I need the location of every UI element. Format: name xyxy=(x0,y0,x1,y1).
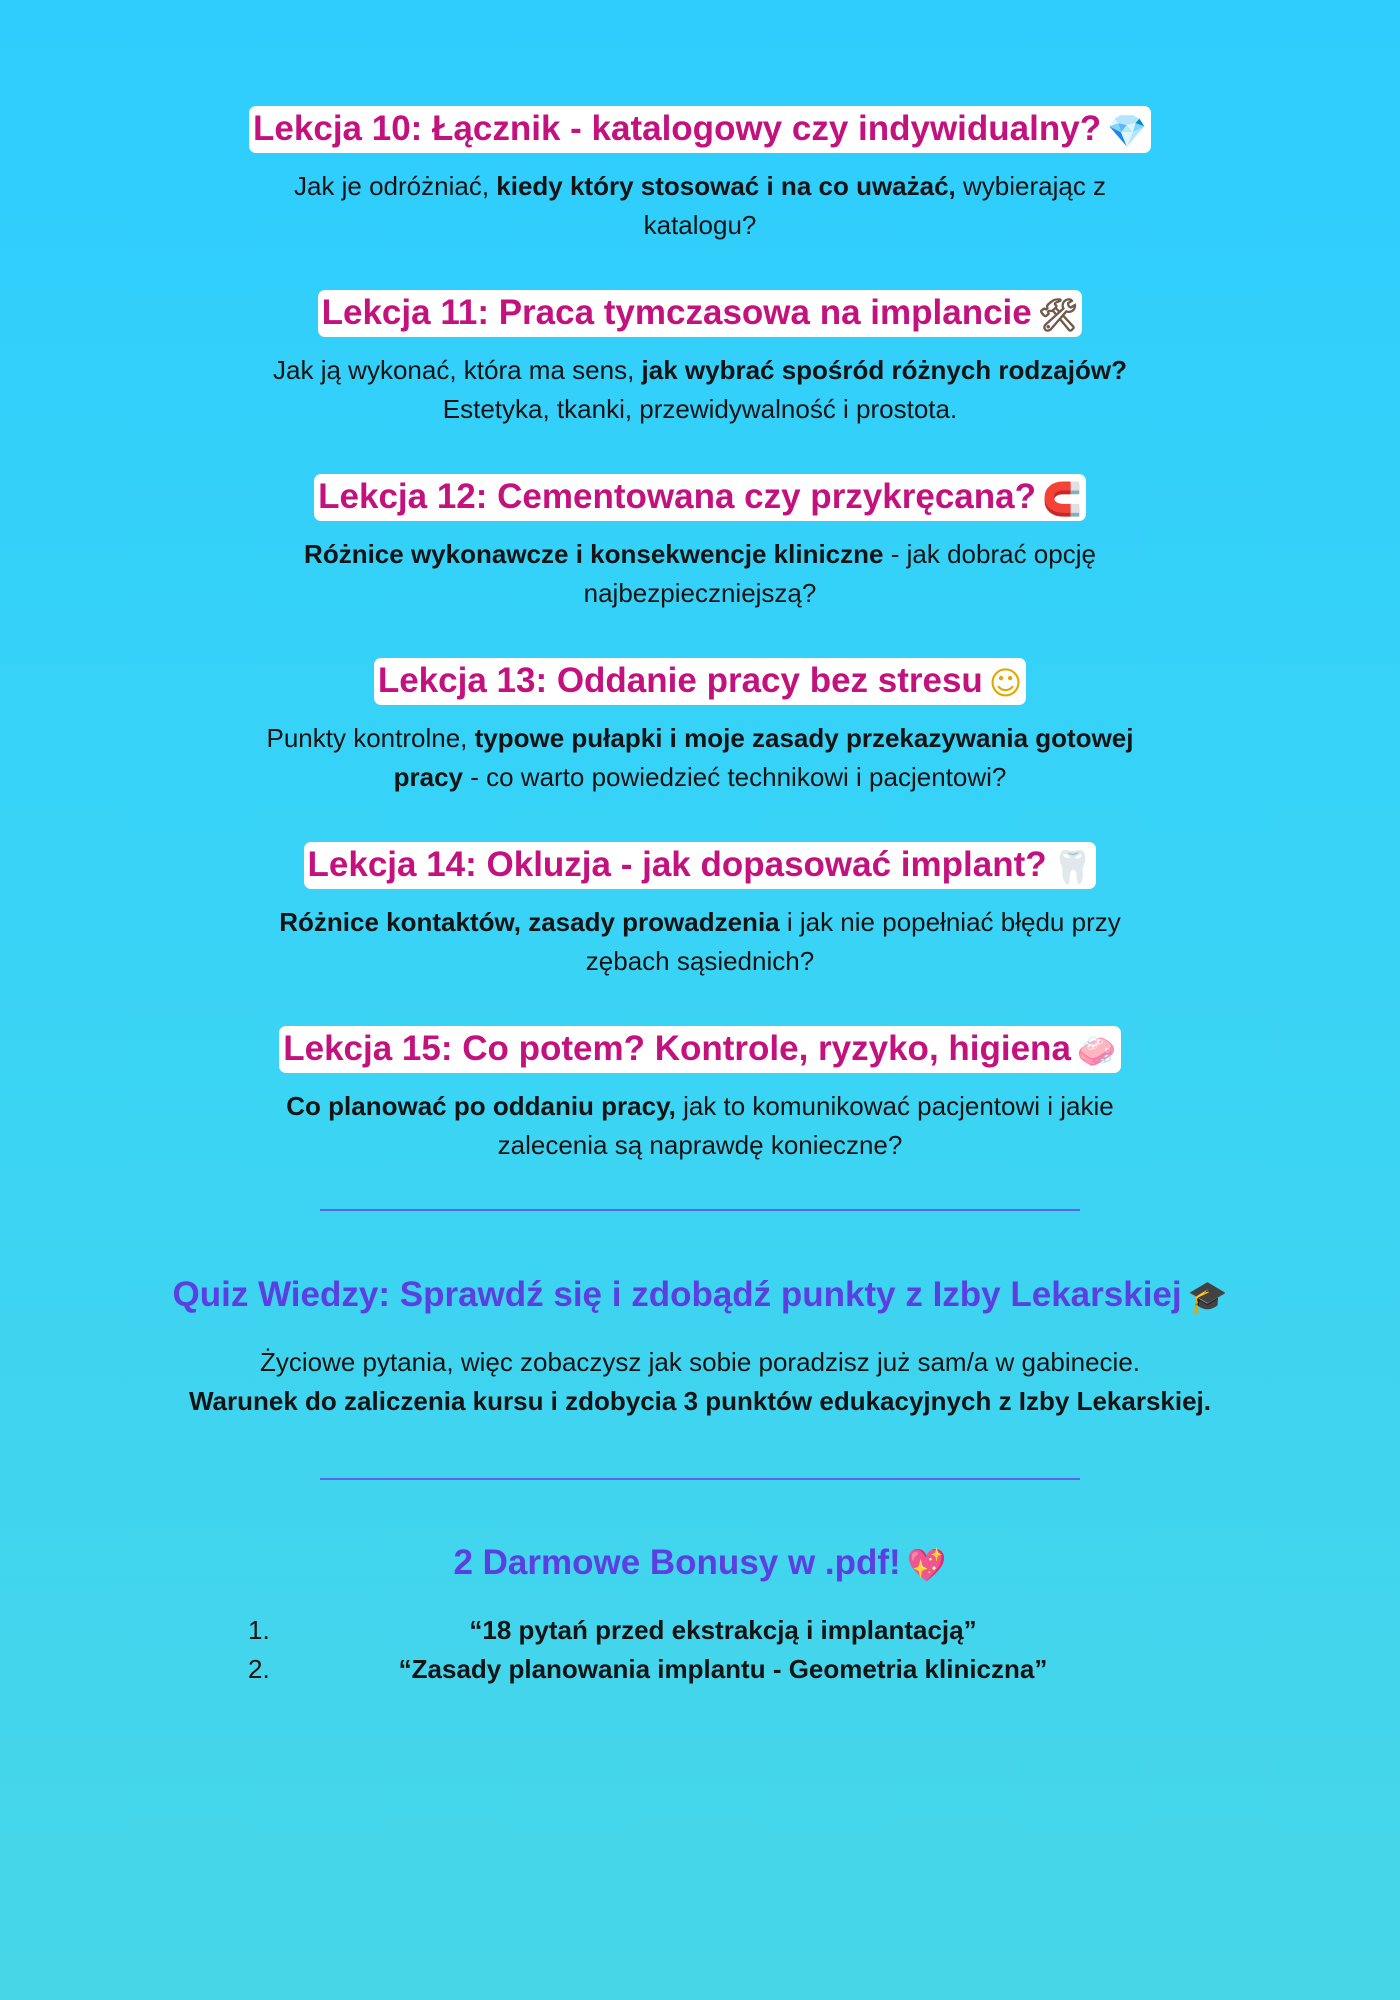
bonus-item-text: “Zasady planowania implantu - Geometria kliniczna” xyxy=(398,1654,1048,1684)
lesson-11 xyxy=(0,290,1400,429)
list-number: 1. xyxy=(248,1615,270,1645)
sparkling-heart-icon: 💖 xyxy=(906,1545,947,1584)
lesson-description: Jak ją wykonać, która ma sens, jak wybrać spośród różnych rodzajów? Estetyka, tkanki, przewidywalność i prostota. xyxy=(273,355,1127,424)
relieved-face-icon: ☺ xyxy=(988,663,1023,702)
lesson-description: Punkty kontrolne, typowe pułapki i moje zasady przekazywania gotowej pracy - co warto powiedzieć technikowi i pacjentowi? xyxy=(266,723,1134,792)
lesson-title: Lekcja 12: Cementowana czy przykręcana? 🧲 xyxy=(314,474,1086,521)
bonus-title: 2 Darmowe Bonusy w .pdf! 💖 xyxy=(453,1543,947,1584)
soap-icon: 🧼 xyxy=(1076,1031,1117,1070)
lesson-description: Różnice kontaktów, zasady prowadzenia i jak nie popełniać błędu przy zębach sąsiednich? xyxy=(279,907,1121,976)
magnet-icon: 🧲 xyxy=(1041,479,1082,518)
lesson-title: Lekcja 14: Okluzja - jak dopasować implant? 🦷 xyxy=(304,842,1097,889)
graduation-cap-icon: 🎓 xyxy=(1187,1277,1228,1316)
quiz-line-2: Warunek do zaliczenia kursu i zdobycia 3 punktów edukacyjnych z Izby Lekarskiej. xyxy=(188,1386,1212,1416)
lesson-description: Co planować po oddaniu pracy, jak to komunikować pacjentowi i jakie zalecenia są naprawdę konieczne? xyxy=(286,1091,1114,1160)
divider xyxy=(320,1478,1080,1480)
lesson-description: Jak je odróżniać, kiedy który stosować i na co uważać, wybierając z katalogu? xyxy=(293,171,1107,240)
lesson-title: Lekcja 11: Praca tymczasowa na implancie 🛠 xyxy=(318,290,1083,337)
list-number: 2. xyxy=(248,1654,270,1684)
tooth-icon: 🦷 xyxy=(1052,847,1093,886)
hammer-wrench-icon: 🛠 xyxy=(1037,295,1079,334)
lesson-15 xyxy=(0,1026,1400,1165)
bonus-item-text: “18 pytań przed ekstrakcją i implantacją” xyxy=(469,1615,977,1645)
lesson-13 xyxy=(0,658,1400,797)
lesson-title: Lekcja 15: Co potem? Kontrole, ryzyko, higiena 🧼 xyxy=(279,1026,1121,1073)
lesson-12 xyxy=(0,474,1400,613)
bonus-list xyxy=(248,1611,1148,1689)
lesson-14 xyxy=(0,842,1400,981)
lesson-title: Lekcja 10: Łącznik - katalogowy czy indywidualny? 💎 xyxy=(249,106,1151,153)
divider xyxy=(320,1209,1080,1211)
quiz-line-1: Życiowe pytania, więc zobaczysz jak sobie poradzisz już sam/a w gabinecie. xyxy=(259,1347,1141,1377)
list-item xyxy=(248,1650,1148,1689)
quiz-description xyxy=(0,1343,1400,1421)
quiz-title: Quiz Wiedzy: Sprawdź się i zdobądź punkty z Izby Lekarskiej 🎓 xyxy=(172,1275,1228,1316)
lesson-description: Różnice wykonawcze i konsekwencje kliniczne - jak dobrać opcję najbezpieczniejszą? xyxy=(304,539,1096,608)
list-item xyxy=(248,1611,1148,1650)
lesson-10 xyxy=(0,106,1400,245)
lesson-title: Lekcja 13: Oddanie pracy bez stresu ☺ xyxy=(374,658,1026,705)
gem-icon: 💎 xyxy=(1107,111,1147,150)
